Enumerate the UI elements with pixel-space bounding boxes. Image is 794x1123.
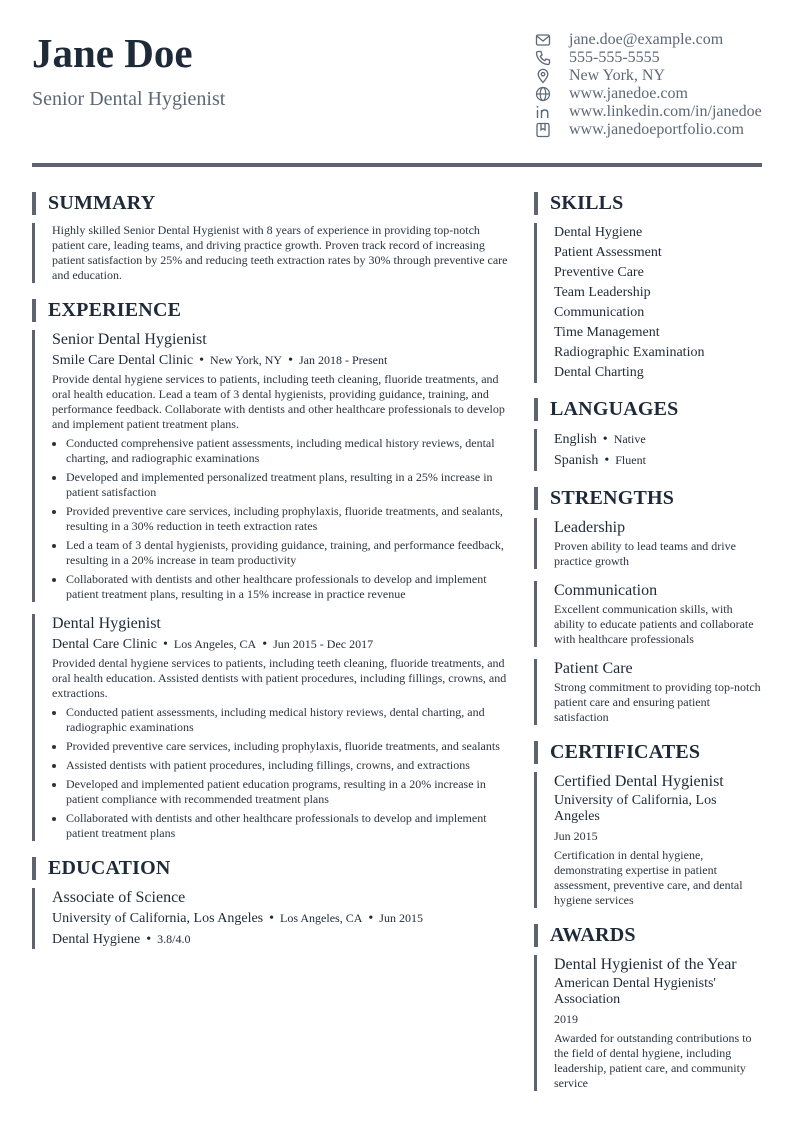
language-name: Spanish [554,453,599,468]
strength-text: Excellent communication skills, with ability to educate patients and collaborate with healthcare professionals [554,602,754,646]
job-bullet: • Developed and implemented personalized treatment plans, resulting in a 25% increase in patient satisfaction [66,470,512,500]
education-field-row: Dental Hygiene • 3.8/4.0 [52,932,191,947]
contact-website[interactable] [535,85,775,103]
contact-list [535,31,775,139]
language-level: Native [613,432,646,446]
languages-block [534,429,764,471]
job-title: Dental Hygienist [52,615,161,632]
job-title: Senior Dental Hygienist [52,331,207,348]
strength-title: Patient Care [554,660,633,677]
skill-item: Time Management [554,325,660,340]
strength-entry [534,659,764,725]
award-date: 2019 [554,1012,578,1026]
job-meta: Dental Care Clinic • Los Angeles, CA • Jun 2015 - Dec 2017 [52,637,374,652]
contact-location [535,67,775,85]
candidate-name: Jane Doe [32,30,193,76]
right-column [534,192,764,1091]
education-date: Jun 2015 [379,911,423,925]
education-degree: Associate of Science [52,889,186,906]
education-school: University of California, Los Angeles [52,911,264,926]
header-divider [32,163,762,167]
contact-portfolio[interactable] [535,121,775,139]
job-location: New York, NY [210,353,283,367]
skill-item: Preventive Care [554,265,644,280]
language-item: English • Native [554,432,646,447]
experience-heading: EXPERIENCE [32,299,512,322]
education-heading: EDUCATION [32,857,512,880]
summary-heading: SUMMARY [32,192,512,215]
job-company: Dental Care Clinic [52,637,157,652]
job-description: Provided dental hygiene services to patients, including teeth cleaning, fluoride treatments, and oral health education. Assisted dentists with patient procedures, including fillings, crowns, and extractions. [52,656,507,700]
job-bullets [52,436,512,602]
globe-icon [535,85,557,103]
contact-linkedin[interactable] [535,103,775,121]
job-bullet: • Conducted comprehensive patient assessments, including medical history reviews, dental charting, and radiographic examinations [66,436,512,466]
strength-entry [534,581,764,647]
education-field: Dental Hygiene [52,932,141,947]
skills-heading: SKILLS [534,192,764,215]
language-item: Spanish • Fluent [554,453,646,468]
language-name: English [554,432,597,447]
job-bullet: • Developed and implemented patient education programs, resulting in a 20% increase in patient compliance with recommended treatment plans [66,777,512,807]
strength-entry [534,518,764,569]
contact-email-text: jane.doe@example.com [569,31,724,48]
education-location: Los Angeles, CA [280,911,363,925]
job-bullets [52,705,512,841]
strength-text: Strong commitment to providing top-notch patient care and ensuring patient satisfaction [554,680,761,724]
contact-linkedin-text: www.linkedin.com/in/janedoe [569,103,762,120]
language-level: Fluent [615,453,646,467]
left-column [32,192,512,949]
location-icon [535,67,557,85]
contact-phone[interactable] [535,49,775,67]
skills-block [534,223,764,383]
job-bullet: • Collaborated with dentists and other healthcare professionals to develop and implement patient treatment plans [66,811,512,841]
job-entry [32,330,512,602]
skill-item: Communication [554,305,645,320]
skill-item: Team Leadership [554,285,651,300]
certificate-issuer: University of California, Los Angeles [554,793,717,824]
phone-icon [535,49,557,67]
strength-text: Proven ability to lead teams and drive practice growth [554,539,736,568]
job-bullet: • Led a team of 3 dental hygienists, providing guidance, training, and performance feedback, resulting in a 20% increase in team productivity [66,538,512,568]
job-meta: Smile Care Dental Clinic • New York, NY • Jan 2018 - Present [52,353,388,368]
award-title: Dental Hygienist of the Year [554,956,737,973]
skill-item: Dental Charting [554,365,644,380]
summary-text: Highly skilled Senior Dental Hygienist with 8 years of experience in providing top-notch patient care, leading teams, and driving practice growth. Proven track record of increasing patient satisfaction by 25% and reducing teeth extraction rates by 30% through preventive care and education. [52,223,508,282]
contact-location-text: New York, NY [569,67,666,84]
award-text: Awarded for outstanding contributions to the field of dental hygiene, including leadership, patient care, and community service [554,1031,752,1090]
certificate-entry [534,772,764,908]
education-gpa: 3.8/4.0 [157,932,191,946]
skill-item: Patient Assessment [554,245,662,260]
award-entry [534,955,764,1091]
job-bullet: • Conducted patient assessments, including medical history reviews, dental charting, and radiographic examinations [66,705,512,735]
award-issuer: American Dental Hygienists' Association [554,976,716,1007]
candidate-title: Senior Dental Hygienist [32,88,226,110]
certificate-title: Certified Dental Hygienist [554,773,724,790]
job-bullet: • Provided preventive care services, including prophylaxis, fluoride treatments, and sealants [66,739,512,754]
contact-portfolio-text: www.janedoeportfolio.com [569,121,744,138]
strength-title: Leadership [554,519,626,536]
languages-heading: LANGUAGES [534,398,764,421]
job-dates: Jun 2015 - Dec 2017 [273,637,374,651]
job-bullet: • Provided preventive care services, including prophylaxis, fluoride treatments, and sealants, resulting in a 30% reduction in teeth extraction rates [66,504,512,534]
strength-title: Communication [554,582,658,599]
strengths-heading: STRENGTHS [534,487,764,510]
education-meta: University of California, Los Angeles • Los Angeles, CA • Jun 2015 [52,911,423,926]
job-bullet: • Collaborated with dentists and other healthcare professionals to develop and implement patient treatment plans, resulting in a 15% increase in practice revenue [66,572,512,602]
job-dates: Jan 2018 - Present [298,353,388,367]
awards-heading: AWARDS [534,924,764,947]
job-description: Provide dental hygiene services to patients, including teeth cleaning, fluoride treatments, and oral health education. Lead a team of 3 dental hygienists, providing guidance, training, and performance feedback. Collaborate with dentists and other healthcare professionals to develop and implement patient treatment plans. [52,372,505,431]
job-entry [32,614,512,841]
mail-icon [535,31,557,49]
skill-item: Radiographic Examination [554,345,705,360]
job-bullet: • Assisted dentists with patient procedures, including fillings, crowns, and extractions [66,758,512,773]
contact-phone-text: 555-555-5555 [569,49,660,66]
certificates-heading: CERTIFICATES [534,741,764,764]
certificate-text: Certification in dental hygiene, demonstrating expertise in patient assessment, preventive care, and dental hygiene services [554,848,743,907]
linkedin-icon [535,103,557,121]
summary-block [32,223,512,283]
education-block [32,888,512,949]
skill-item: Dental Hygiene [554,225,643,240]
job-location: Los Angeles, CA [173,637,257,651]
job-company: Smile Care Dental Clinic [52,353,194,368]
contact-website-text: www.janedoe.com [569,85,688,102]
certificate-date: Jun 2015 [554,829,598,843]
contact-email[interactable] [535,31,775,49]
portfolio-icon [535,121,557,139]
